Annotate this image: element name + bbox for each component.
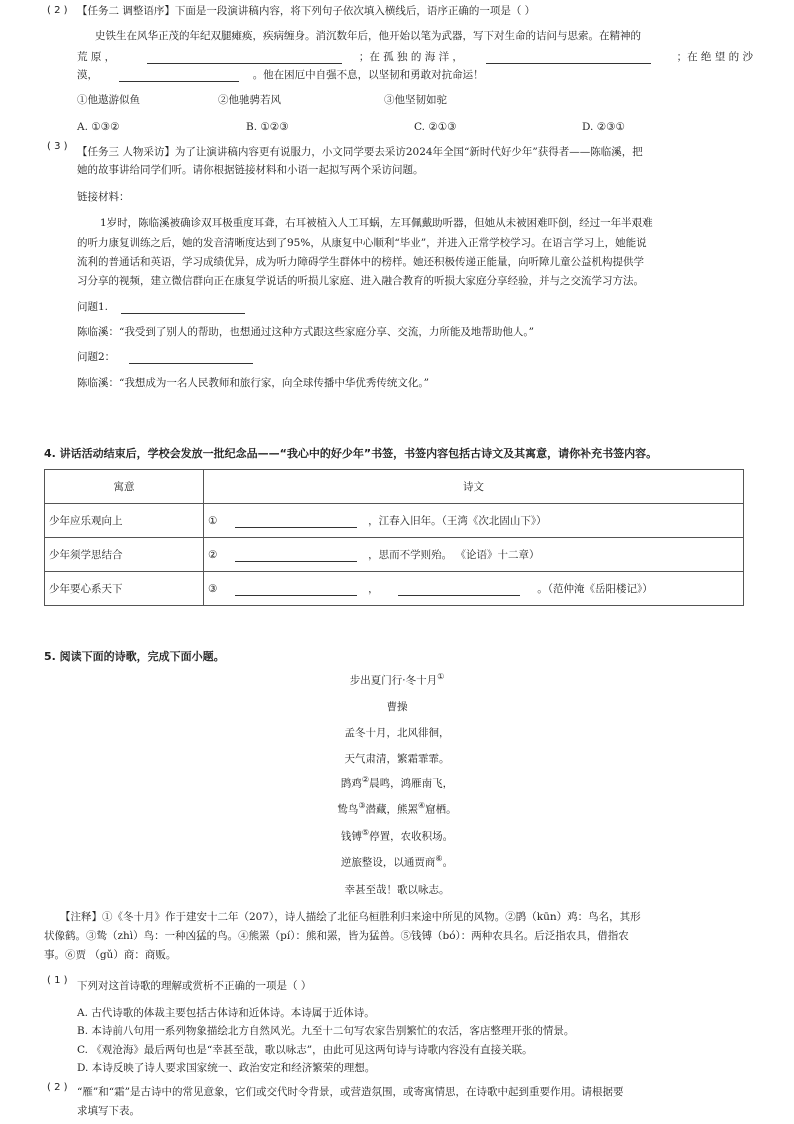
passage-text: ；在 孤 独 的 海 洋 ， xyxy=(358,51,463,63)
note-marker: ① xyxy=(437,672,445,681)
poem-line: 天气肃清，繁霜霏霏。 xyxy=(344,753,450,765)
poem-line: 幸甚至哉！歌以咏志。 xyxy=(344,884,450,896)
table-row xyxy=(45,538,744,572)
answer-blank[interactable] xyxy=(235,549,357,562)
question-number: ( 1 ) xyxy=(47,975,68,986)
bookmark-table xyxy=(44,469,744,606)
passage-line xyxy=(77,50,753,64)
poem-text: 窟栖。 xyxy=(425,803,457,816)
poem-text: 鸷鸟 xyxy=(337,803,359,816)
answer-blank[interactable] xyxy=(235,515,357,528)
option-1: ①他遨游似鱼 xyxy=(77,94,140,106)
choice-b[interactable]: B. 本诗前八句用一系列物象描绘北方自然风光。九至十二句写农家告别繁忙的农活，客店整理开张的情景。 xyxy=(77,1025,575,1037)
note-marker: ⑤ xyxy=(361,828,370,837)
poem-text: 潜藏，熊罴 xyxy=(365,803,418,816)
interview-question-1 xyxy=(77,300,245,314)
choice-a[interactable]: A. 古代诗歌的体裁主要包括古体诗和近体诗。本诗属于近体诗。 xyxy=(77,1007,375,1019)
poem-text: 逆旅整设，以通贾商 xyxy=(340,856,436,869)
passage-line xyxy=(77,68,484,82)
poem-text: 鹍鸡 xyxy=(340,777,362,790)
column-header: 寓意 xyxy=(45,470,204,504)
answer-blank[interactable] xyxy=(121,301,245,314)
answer-blank[interactable] xyxy=(398,583,520,596)
answer-blank[interactable] xyxy=(235,583,357,596)
poem-cell xyxy=(204,504,744,538)
poem-line xyxy=(0,801,794,817)
link-label: 链接材料： xyxy=(77,191,130,203)
choice-b[interactable]: B. ①②③ xyxy=(246,121,289,133)
annotation-line: 【注释】①《冬十月》作于建安十二年（207），诗人描绘了北征乌桓胜利归来途中所见的风物。②鹍（kūn）鸡：鸟名，其形 xyxy=(60,911,641,923)
question-label: 问题1. xyxy=(77,301,109,313)
answer-blank[interactable] xyxy=(486,51,651,64)
poem-line: 孟冬十月，北风徘徊， xyxy=(344,727,450,739)
question-prompt: 求填写下表。 xyxy=(77,1105,140,1117)
blank-marker: ① xyxy=(208,515,218,527)
material-line: 的听力康复训练之后，她的发音清晰度达到了95%，从康复中心顺利“毕业”，并进入正常学校学习。在语言学习上，她能说 xyxy=(77,237,647,249)
answer-blank[interactable] xyxy=(119,69,239,82)
passage-text: 漠， xyxy=(77,69,98,81)
poem-author: 曹操 xyxy=(386,701,408,713)
blank-marker: ③ xyxy=(208,583,218,595)
annotation-line: 事。⑥贾 （gǔ）商：商贩。 xyxy=(44,949,177,961)
question-heading: 5. 阅读下面的诗歌，完成下面小题。 xyxy=(44,650,225,663)
poem-cell xyxy=(204,538,744,572)
note-marker: ③ xyxy=(358,801,366,810)
interview-answer-1: 陈临溪：“我受到了别人的帮助，也想通过这种方式跟这些家庭分享、交流，力所能及地帮助他人。” xyxy=(77,326,534,338)
choice-a[interactable]: A. ①③② xyxy=(77,121,120,133)
annotation-line: 状像鹤。③鸷（zhì）鸟：一种凶猛的鸟。④熊罴（pí）：熊和罴，皆为猛兽。⑤钱镈（bó）：两种农具名。后泛指农具，借指农 xyxy=(44,930,629,942)
poem-text: 停置，农收积场。 xyxy=(369,830,454,843)
passage-text: 。他在困厄中自强不息，以坚韧和勇敢对抗命运！ xyxy=(252,69,484,81)
meaning-cell: 少年须学思结合 xyxy=(45,538,204,572)
material-line: 1岁时，陈临溪被确诊双耳极重度耳聋，右耳被植入人工耳蜗，左耳佩戴助听器，但她从未被困难吓倒，经过一年半艰难 xyxy=(100,217,653,229)
poem-title-text: 步出夏门行·冬十月 xyxy=(349,674,438,687)
question-prompt: 她的故事讲给同学们听。请你根据链接材料和小语一起拟写两个采访问题。 xyxy=(77,164,424,176)
material-line: 习分享的视频，建立微信群向正在康复学说话的听损儿家庭、进入融合教育的听损大家庭分享经验，并与之交流学习方法。 xyxy=(77,275,644,287)
question-prompt: 【任务三 人物采访】为了让演讲稿内容更有说服力，小文同学要去采访2024年全国“新时代好少年”获得者——陈临溪，把 xyxy=(77,146,643,158)
passage-text: ；在 绝 望 的 沙 xyxy=(676,51,753,63)
column-header: 诗文 xyxy=(204,470,744,504)
question-label: 问题2： xyxy=(77,351,116,363)
question-number: ( 3 ) xyxy=(47,141,68,152)
poem-tail: 。（范仲淹《岳阳楼记》） xyxy=(537,583,653,595)
question-prompt: 【任务二 调整语序】下面是一段演讲稿内容，将下列句子依次填入横线后，语序正确的一项是（ ） xyxy=(77,5,536,17)
interview-question-2 xyxy=(77,350,253,364)
choice-d[interactable]: D. ②③① xyxy=(582,121,625,133)
poem-line xyxy=(0,775,794,791)
note-marker: ④ xyxy=(418,801,426,810)
material-line: 流利的普通话和英语，学习成绩优异，成为听力障碍学生群体中的榜样。她还积极传递正能量，向听障儿童公益机构提供学 xyxy=(77,256,644,268)
table-row xyxy=(45,572,744,606)
table-row xyxy=(45,504,744,538)
meaning-cell: 少年应乐观向上 xyxy=(45,504,204,538)
choice-c[interactable]: C. ②①③ xyxy=(414,121,457,133)
choice-c[interactable]: C. 《观沧海》最后两句也是“幸甚至哉，歌以咏志”，由此可见这两句诗与诗歌内容没有直接关联。 xyxy=(77,1044,533,1056)
question-heading: 4. 讲话活动结束后，学校会发放一批纪念品——“我心中的好少年”书签，书签内容包括古诗文及其寓意，请你补充书签内容。 xyxy=(44,447,658,460)
poem-line xyxy=(0,854,794,870)
poem-text: 晨鸣，鸿雁南飞， xyxy=(369,777,454,790)
answer-blank[interactable] xyxy=(129,351,253,364)
question-prompt: “雁”和“霜”是古诗中的常见意象，它们或交代时令背景，或营造氛围，或寄寓情思，在诗歌中起到重要作用。请根据要 xyxy=(77,1086,624,1098)
question-prompt: 下列对这首诗歌的理解或赏析不正确的一项是（ ） xyxy=(77,980,312,992)
interview-answer-2: 陈临溪：“我想成为一名人民教师和旅行家，向全球传播中华优秀传统文化。” xyxy=(77,377,429,389)
note-marker: ⑥ xyxy=(435,854,443,863)
option-2: ②他驰骋若风 xyxy=(218,94,281,106)
passage-line: 史铁生在风华正茂的年纪双腿瘫痪，疾病缠身。消沉数年后，他开始以笔为武器，写下对生命的诘问与思索。在精神的 xyxy=(95,30,641,42)
poem-line xyxy=(0,828,794,844)
poem-text: 钱镈 xyxy=(340,830,362,843)
poem-text: 。 xyxy=(442,856,454,869)
blank-marker: ② xyxy=(208,549,218,561)
answer-blank[interactable] xyxy=(147,51,342,64)
poem-title xyxy=(0,672,794,688)
note-marker: ② xyxy=(361,775,370,784)
meaning-cell: 少年要心系天下 xyxy=(45,572,204,606)
question-number: ( 2 ) xyxy=(47,1082,68,1093)
poem-tail: ，江春入旧年。（王湾《次北固山下》） xyxy=(368,515,547,527)
passage-text: 荒 原 ， xyxy=(77,51,116,63)
option-3: ③他坚韧如驼 xyxy=(384,94,447,106)
poem-mid: ， xyxy=(368,583,379,595)
poem-cell xyxy=(204,572,744,606)
poem-tail: ，思而不学则殆。 《论语》十二章） xyxy=(368,549,540,561)
question-number: ( 2 ) xyxy=(47,5,68,16)
choice-d[interactable]: D. 本诗反映了诗人要求国家统一、政治安定和经济繁荣的理想。 xyxy=(77,1062,376,1074)
